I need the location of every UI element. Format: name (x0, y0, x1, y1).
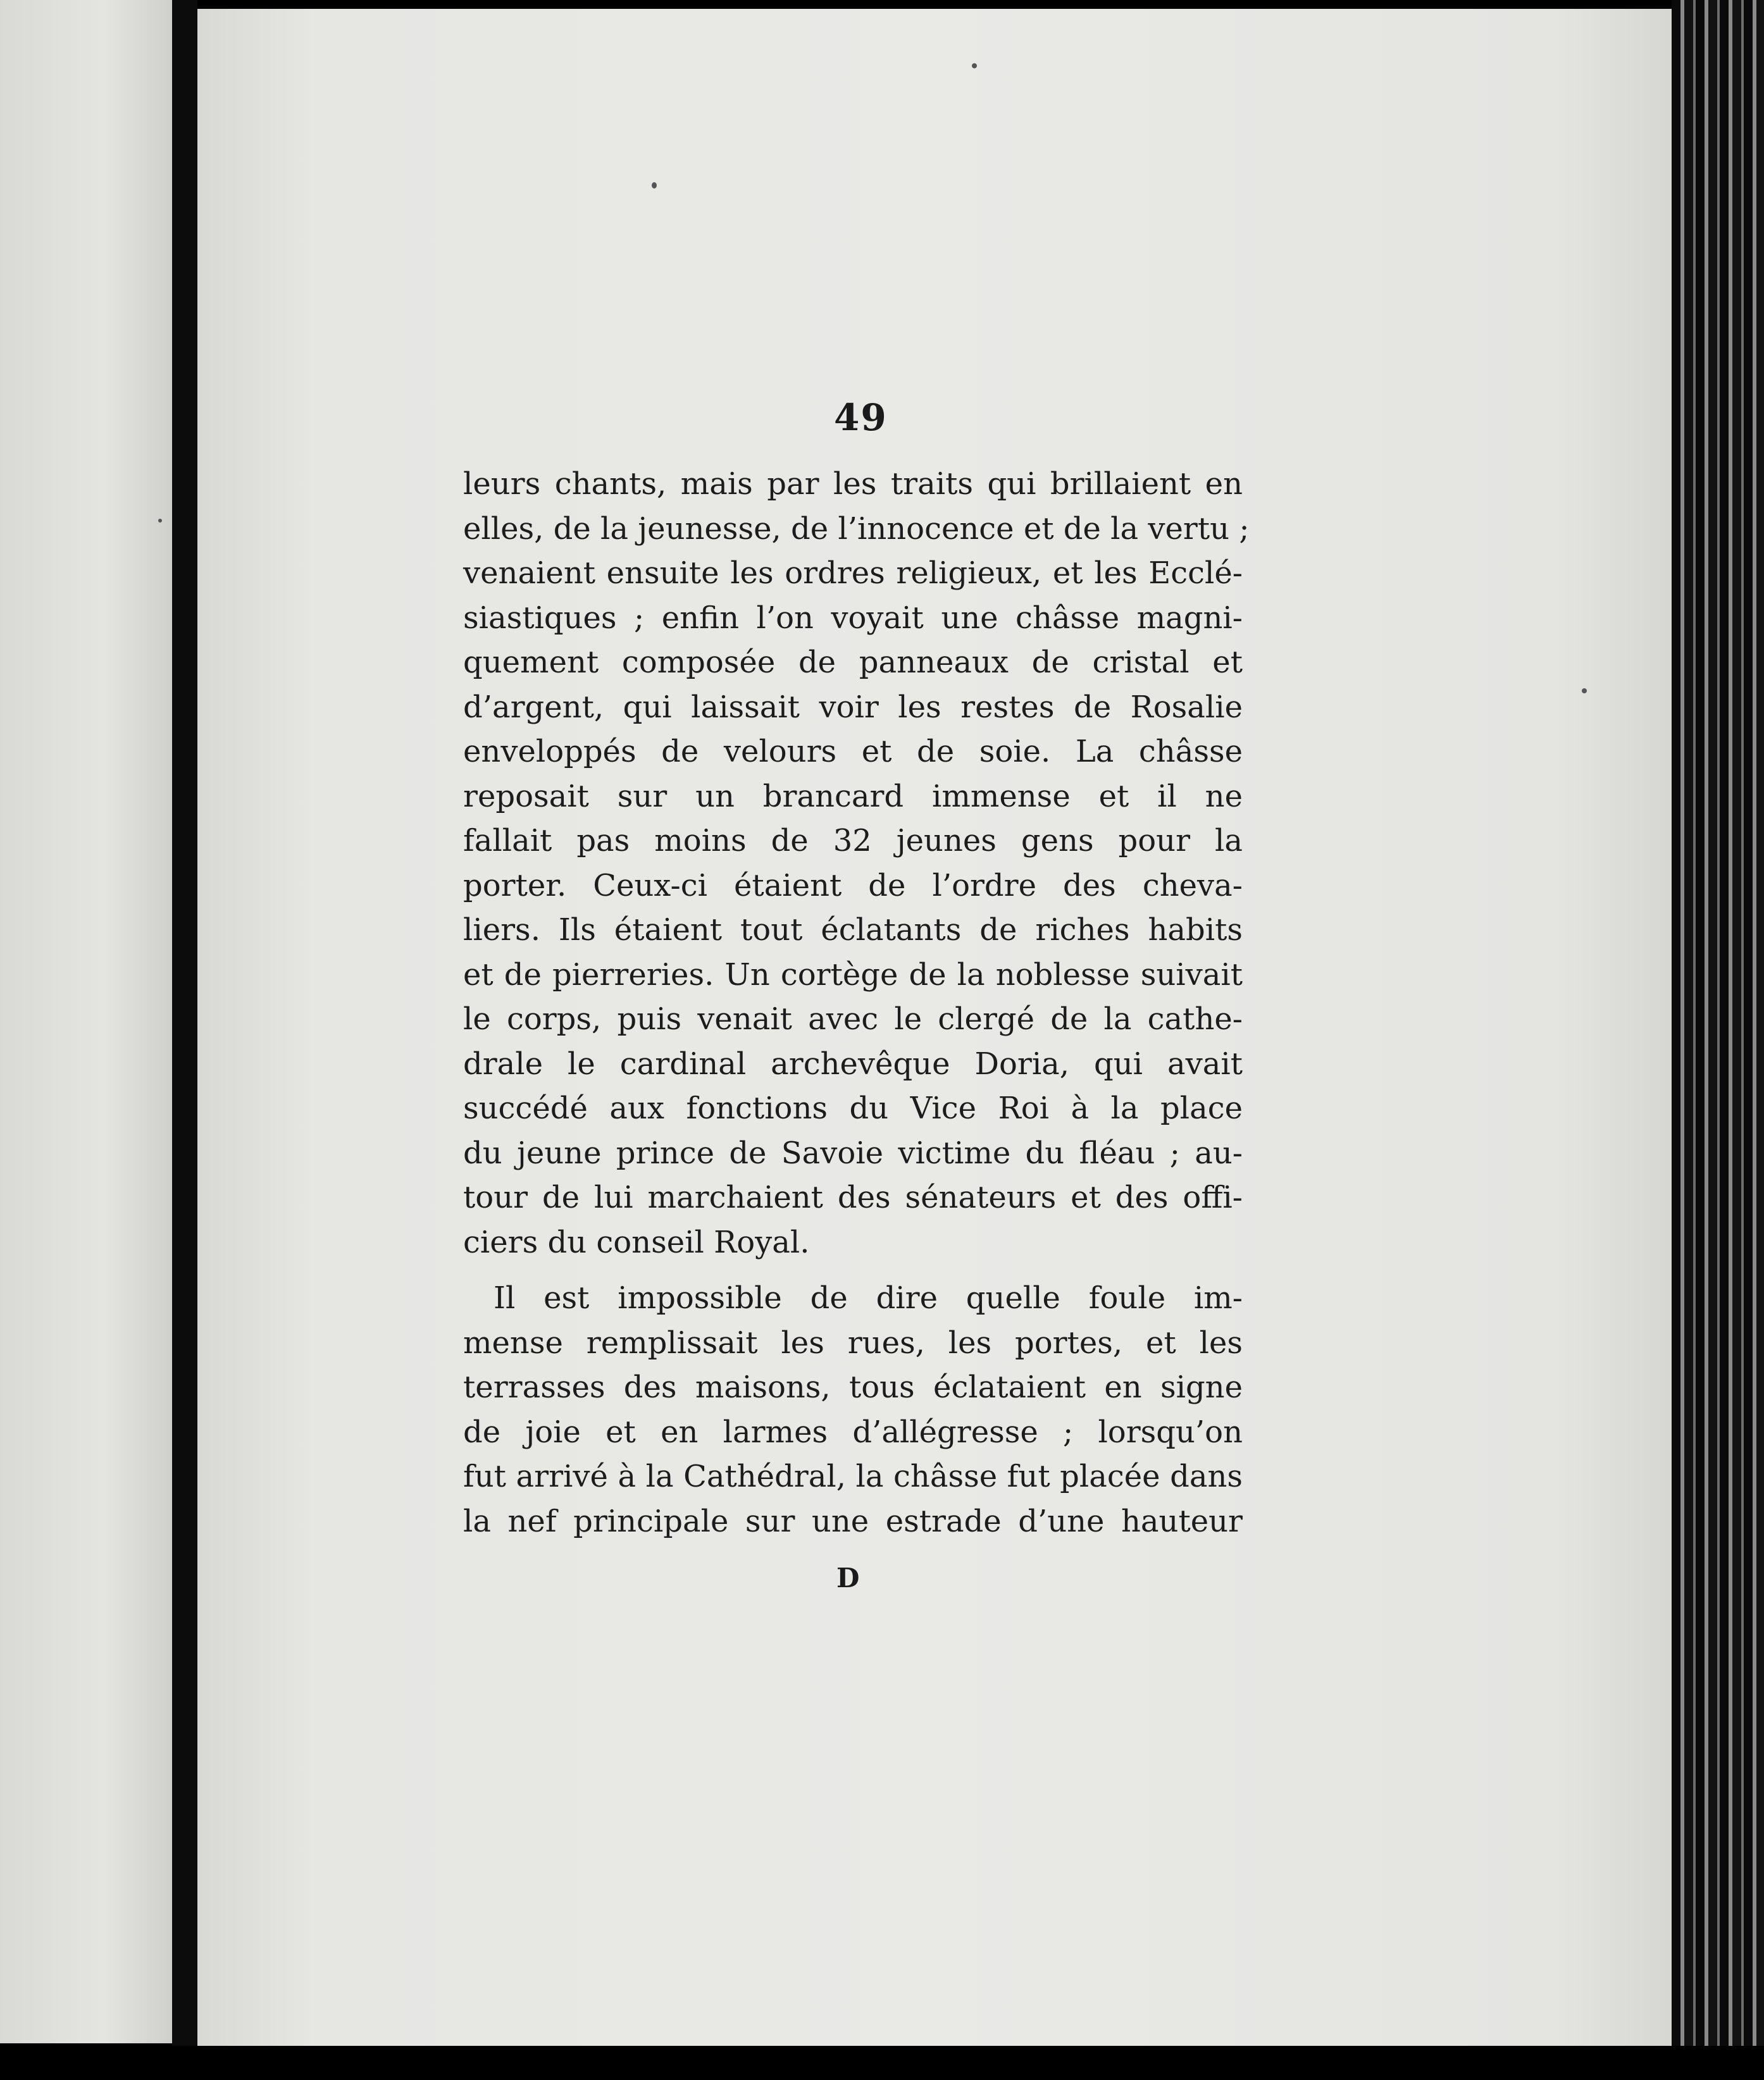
text-line: quement composée de panneaux de cristal et (463, 645, 1243, 680)
scan-speck (652, 182, 657, 189)
text-line: drale le cardinal archevêque Doria, qui avait (463, 1046, 1243, 1082)
text-line: liers. Ils étaient tout éclatants de riches habits (463, 912, 1243, 948)
text-line: mense remplissait les rues, les portes, et les (463, 1325, 1243, 1361)
text-line: siastiques ; enfin l’on voyait une châsse magni- (463, 600, 1243, 636)
text-line: d’argent, qui laissait voir les restes de Rosalie (463, 689, 1243, 725)
page-body-text (463, 462, 1250, 1544)
text-line: et de pierreries. Un cortège de la noblesse suivait (463, 956, 1243, 993)
page-stack-edges (1672, 0, 1764, 2080)
text-line: Il est impossible de dire quelle foule im- (494, 1280, 1243, 1316)
scan-bottom-border (0, 2046, 1764, 2080)
text-line: le corps, puis venait avec le clergé de la cathe- (463, 1001, 1243, 1037)
text-line: terrasses des maisons, tous éclataient en signe (463, 1370, 1243, 1405)
text-line: ciers du conseil Royal. (463, 1224, 810, 1260)
page-number: 49 (834, 396, 888, 439)
signature-mark: D (836, 1563, 860, 1594)
scan-speck (1582, 688, 1587, 693)
text-line: succédé aux fonctions du Vice Roi à la place (463, 1091, 1243, 1126)
text-line: reposait sur un brancard immense et il ne (463, 778, 1243, 814)
text-line: venaient ensuite les ordres religieux, et les Ecclé- (463, 555, 1243, 591)
text-line: porter. Ceux-ci étaient de l’ordre des cheva- (463, 867, 1243, 903)
text-line: elles, de la jeunesse, de l’innocence et de la vertu ; (463, 511, 1250, 547)
paragraph-gap (463, 1265, 1243, 1276)
text-line: tour de lui marchaient des sénateurs et des offi- (463, 1180, 1243, 1215)
text-line: fallait pas moins de 32 jeunes gens pour la (463, 823, 1243, 858)
text-line: enveloppés de velours et de soie. La châsse (463, 734, 1243, 769)
text-line: la nef principale sur une estrade d’une hauteur (463, 1503, 1243, 1539)
adjacent-page-edge (0, 0, 172, 2043)
scan-speck (158, 519, 162, 523)
text-line: de joie et en larmes d’allégresse ; lorsqu’on (463, 1414, 1243, 1450)
text-line: leurs chants, mais par les traits qui brillaient en (463, 466, 1243, 502)
text-line: fut arrivé à la Cathédral, la châsse fut placée dans (463, 1459, 1243, 1494)
text-line: du jeune prince de Savoie victime du fléau ; au- (463, 1135, 1243, 1171)
scan-speck (972, 63, 977, 68)
book-gutter (172, 0, 197, 2080)
